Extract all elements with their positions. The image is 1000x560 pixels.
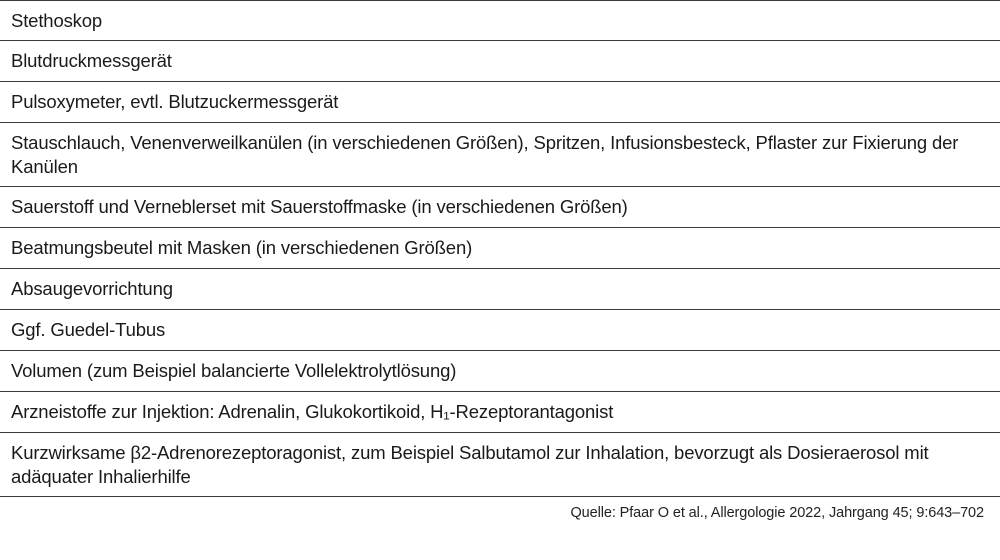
source-citation: Quelle: Pfaar O et al., Allergologie 2022, Jahrgang 45; 9:643–702 [570, 505, 984, 521]
list-item: Kurzwirksame β2-Adrenorezeptoragonist, zum Beispiel Salbutamol zur Inhalation, bevorzugt als Dosieraerosol mit adäquater Inhalierhilfe [0, 433, 1000, 497]
table-row [0, 123, 1000, 187]
table-row [0, 433, 1000, 497]
table-row [0, 1, 1000, 41]
list-item: Ggf. Guedel-Tubus [0, 310, 1000, 351]
list-item: Blutdruckmessgerät [0, 41, 1000, 82]
list-item: Stauschlauch, Venenverweilkanülen (in verschiedenen Größen), Spritzen, Infusionsbesteck, Pflaster zur Fixierung der Kanülen [0, 123, 1000, 187]
table-row [0, 41, 1000, 82]
table-row [0, 310, 1000, 351]
list-item: Sauerstoff und Verneblerset mit Sauerstoffmaske (in verschiedenen Größen) [0, 187, 1000, 228]
list-item: Arzneistoffe zur Injektion: Adrenalin, Glukokortikoid, H₁-Rezeptorantagonist [0, 392, 1000, 433]
table-row [0, 351, 1000, 392]
table-row [0, 187, 1000, 228]
table-row [0, 269, 1000, 310]
list-item: Absaugevorrichtung [0, 269, 1000, 310]
table-row [0, 82, 1000, 123]
list-item: Beatmungsbeutel mit Masken (in verschiedenen Größen) [0, 228, 1000, 269]
list-item: Volumen (zum Beispiel balancierte Vollelektrolytlösung) [0, 351, 1000, 392]
table-row [0, 228, 1000, 269]
list-item: Pulsoxymeter, evtl. Blutzuckermessgerät [0, 82, 1000, 123]
table-row [0, 392, 1000, 433]
list-item: Stethoskop [0, 1, 1000, 41]
